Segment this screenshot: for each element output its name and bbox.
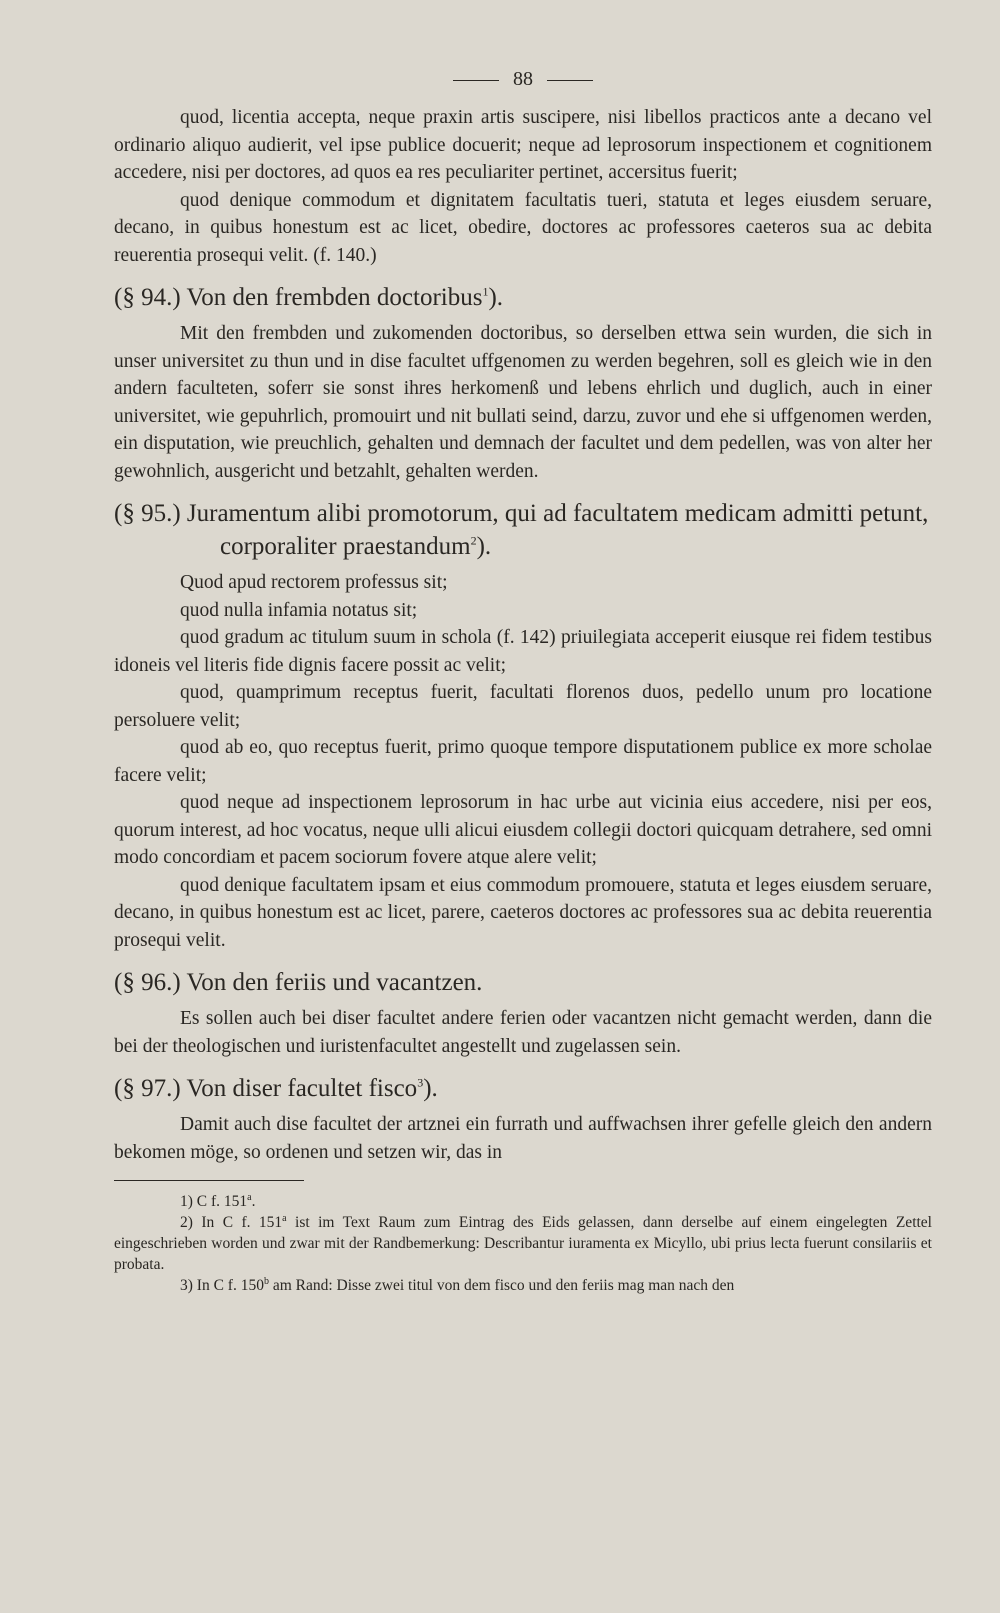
paragraph: Es sollen auch bei diser facultet andere ferien oder vacantzen nicht gemacht werden, dann die bei der theologischen und iuristenfacultet angestellt und zugelassen sein. xyxy=(114,1008,932,1057)
paragraph: quod denique facultatem ipsam et eius commodum promouere, statuta et leges eiusdem seruare, decano, in quibus honestum est ac licet, parere, caeteros doctores ac professores sua ac debita reuerentia prosequi velit. xyxy=(114,874,932,951)
section-heading xyxy=(114,966,932,999)
page-number-rule-left xyxy=(453,80,499,81)
footnote-number: 2) xyxy=(180,1214,193,1231)
footnotes xyxy=(114,1191,932,1296)
section-heading xyxy=(114,497,932,563)
paragraph: quod, quamprimum receptus fuerit, facultati florenos duos, pedello unum pro locatione persoluere velit; xyxy=(114,682,932,731)
footnote-tail: ist im Text Raum zum Eintrag des Eids gelassen, dann derselbe auf einem eingelegten Zettel eingeschrieben worden und zwar mit der Randbemerkung: Describantur iuramenta ex Micyllo, ubi prius lecta fuerunt consilariis et probata. xyxy=(114,1214,932,1273)
page-content xyxy=(114,62,932,1296)
footnote-text: In C f. 150 xyxy=(196,1277,264,1294)
paragraph: quod nulla infamia notatus sit; xyxy=(180,599,418,621)
folio-superscript: a xyxy=(247,1191,252,1203)
paragraph: Damit auch dise facultet der artznei ein furrath und auffwachsen ihrer gefelle gleich den andern bekomen möge, so ordenen und setzen wir, das in xyxy=(114,1114,932,1163)
paragraph: quod, licentia accepta, neque praxin artis suscipere, nisi libellos practicos ante a decano vel ordinario aliquo audierit, vel ipse publice docuerit; neque ad leprosorum inspectionem et cognitionem accedere, nisi per doctores, ad quos ea res peculiariter pertinet, accersitus fuerit; xyxy=(114,107,932,183)
section-heading xyxy=(114,281,932,314)
section-heading-tail: ). xyxy=(488,284,504,311)
footnote-number: 1) xyxy=(180,1193,193,1210)
footnote-marker: 2 xyxy=(470,533,477,548)
folio-superscript: b xyxy=(263,1275,269,1287)
section-heading-text: (§ 94.) Von den frembden doctoribus xyxy=(114,284,483,311)
footnote-text: C f. 151 xyxy=(196,1193,248,1210)
section-heading-tail: ). xyxy=(423,1075,438,1102)
body-text xyxy=(114,104,932,1166)
footnote-number: 3) xyxy=(180,1277,193,1294)
section-heading-text: (§ 97.) Von diser facultet fisco xyxy=(114,1075,418,1102)
footnote-text: In C f. 151 xyxy=(201,1214,283,1231)
footnote xyxy=(114,1191,932,1212)
page-number-rule-right xyxy=(547,80,593,81)
paragraph: quod ab eo, quo receptus fuerit, primo quoque tempore disputationem publice ex more scholae facere velit; xyxy=(114,737,932,786)
footnote-marker: 1 xyxy=(482,284,489,299)
paragraph: Quod apud rectorem professus sit; xyxy=(180,572,448,593)
paragraph: quod gradum ac titulum suum in schola (f. 142) priuilegiata acceperit eiusque rei fidem testibus idoneis vel literis fide dignis facere possit ac velit; xyxy=(114,627,932,676)
folio-superscript: a xyxy=(282,1212,287,1224)
page-number xyxy=(114,62,932,96)
footnote-separator xyxy=(114,1180,304,1181)
footnote-marker: 3 xyxy=(417,1075,424,1090)
section-heading-text: (§ 95.) Juramentum alibi promotorum, qui ad facultatem medicam admitti petunt, corporaliter praestandum xyxy=(114,500,929,560)
section-heading-text: (§ 96.) Von den feriis und vacantzen. xyxy=(114,969,483,996)
footnote-tail: am Rand: Disse zwei titul von dem fisco und den feriis mag man nach den xyxy=(268,1277,735,1294)
section-heading-tail: ). xyxy=(476,533,492,560)
paragraph: Mit den frembden und zukomenden doctoribus, so derselben ettwa sein wurden, die sich in unser universitet zu thun und in dise facultet uffgenomen zu werden begehren, soll es gleich wie in den andern faculteten, soferr sie sonst ihres herkomenß und lebens ehrlich und duglich, auch in einer universitet, wie gepuhrlich, promouirt und nit bullati seind, darzu, zuvor und ehe si uffgenomen werden, ein disputation, wie preuchlich, gehalten und demnach der facultet und dem pedellen, was von alter her gewohnlich, ausgericht und betzahlt, gehalten werden. xyxy=(114,323,932,482)
paragraph: quod denique commodum et dignitatem facultatis tueri, statuta et leges eiusdem seruare, decano, in quibus honestum est ac licet, obedire, doctores ac professores caeteros sua ac debita reuerentia prosequi velit. (f. 140.) xyxy=(114,189,932,266)
section-heading xyxy=(114,1072,932,1105)
page-number-text: 88 xyxy=(513,68,533,90)
paragraph: quod neque ad inspectionem leprosorum in hac urbe aut vicinia eius accedere, nisi per eos, quorum interest, ad hoc vocatus, neque ulli alicui eiusdem collegii doctori quicquam detrahere, sed omni modo concordiam et pacem sociorum fovere atque alere velit; xyxy=(114,792,932,868)
footnote xyxy=(114,1212,932,1275)
footnote xyxy=(114,1275,932,1296)
footnote-tail: . xyxy=(251,1193,256,1210)
